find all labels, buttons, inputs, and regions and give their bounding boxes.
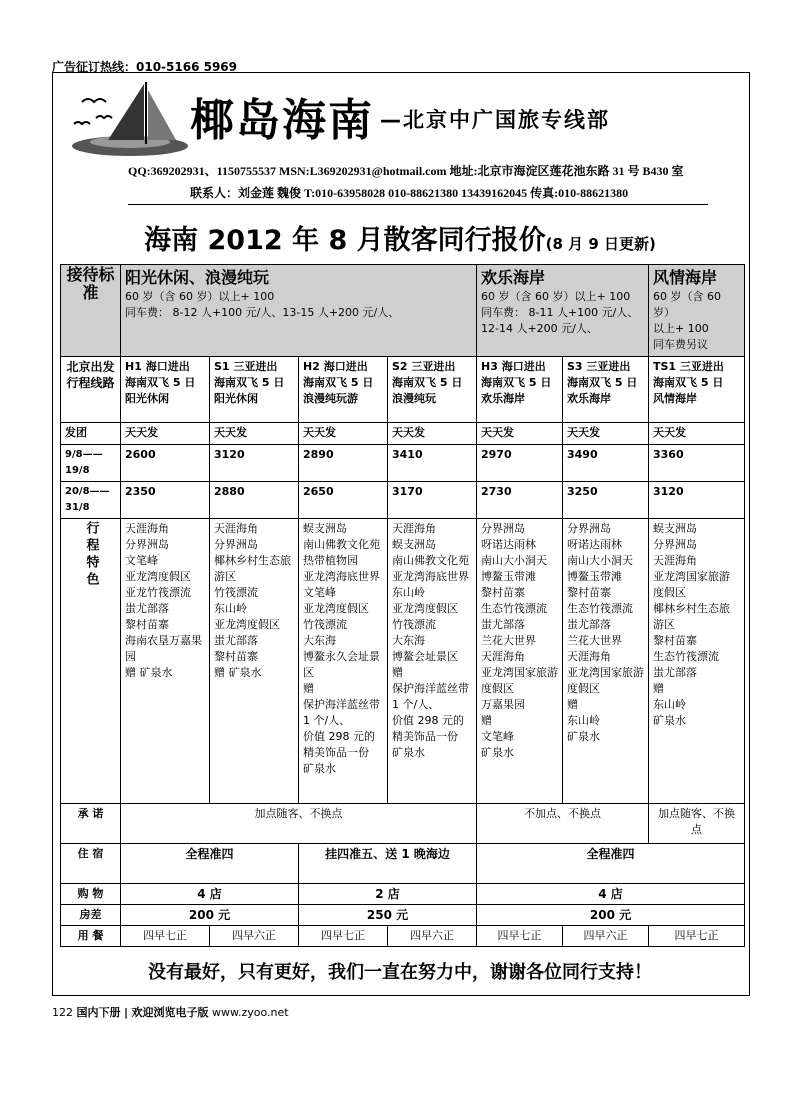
price-cell: 3490 bbox=[563, 445, 649, 482]
feature-item: 南山大小洞天 bbox=[481, 554, 547, 567]
row-label: 房差 bbox=[61, 905, 121, 926]
feature-item: 蚩尤部落 bbox=[653, 666, 697, 679]
group-sunshine: 阳光休闲、浪漫纯玩 60 岁（含 60 岁）以上+ 100 同车费： 8-12 人+100 元/人、13-15 人+200 元/人、 bbox=[121, 265, 477, 357]
page-number: 122 bbox=[52, 1006, 73, 1019]
section-name: 国内下册 bbox=[76, 1006, 121, 1019]
row-label: 住 宿 bbox=[61, 844, 121, 884]
contact-persons: 联系人：刘金莲 魏俊 T:010-63958028 010-88621380 13439162045 传真:010-88621380 bbox=[190, 186, 629, 200]
feature-item: 黎村苗寨 bbox=[214, 650, 258, 663]
stay-cell: 全程准四 bbox=[121, 844, 299, 884]
price-cell: 2650 bbox=[299, 482, 388, 519]
feature-item: 呀诺达雨林 bbox=[481, 538, 536, 551]
meal-cell: 四早六正 bbox=[210, 926, 299, 947]
title-update: (8 月 9 日更新) bbox=[545, 235, 656, 253]
feature-item: 矿泉水 bbox=[481, 746, 514, 759]
sailboat-logo-icon bbox=[60, 80, 190, 158]
price-cell: 3410 bbox=[388, 445, 477, 482]
stay-cell: 全程准四 bbox=[477, 844, 745, 884]
feature-item: 矿泉水 bbox=[653, 714, 686, 727]
feature-item: 兰花大世界 bbox=[567, 634, 622, 647]
promise-cell: 不加点、不换点 bbox=[477, 804, 649, 844]
promise-row bbox=[61, 804, 745, 844]
feature-item: 南山佛教文化苑 bbox=[303, 538, 380, 551]
price-cell: 2350 bbox=[121, 482, 210, 519]
feature-item: 亚龙湾度假区 bbox=[125, 570, 191, 583]
feature-item: 万嘉果园 bbox=[481, 698, 525, 711]
route-s2: S2 三亚进出 海南双飞 5 日 浪漫纯玩 bbox=[388, 357, 477, 423]
feature-item: 天涯海角 bbox=[125, 522, 169, 535]
feature-item: 生态竹筏漂流 bbox=[653, 650, 719, 663]
feature-item: 赠 矿泉水 bbox=[125, 666, 173, 679]
feature-item: 保护海洋蓝丝带 1 个/人、 bbox=[392, 682, 469, 711]
feature-item: 蚩尤部落 bbox=[125, 602, 169, 615]
feature-item: 黎村苗寨 bbox=[125, 618, 169, 631]
route-h3: H3 海口进出 海南双飞 5 日 欢乐海岸 bbox=[477, 357, 563, 423]
depart-cell: 天天发 bbox=[210, 423, 299, 445]
row-label: 购 物 bbox=[61, 884, 121, 905]
feature-item: 博鳌会址景区 bbox=[392, 650, 458, 663]
feature-item: 亚龙湾海底世界 bbox=[392, 570, 469, 583]
feature-item: 文笔峰 bbox=[481, 730, 514, 743]
route-s3: S3 三亚进出 海南双飞 5 日 欢乐海岸 bbox=[563, 357, 649, 423]
slogan: 没有最好，只有更好，我们一直在努力中，谢谢各位同行支持！ bbox=[148, 962, 652, 983]
feature-item: 矿泉水 bbox=[392, 746, 425, 759]
feature-item: 博鳌永久会址景区 bbox=[303, 650, 380, 679]
page-title bbox=[0, 218, 800, 257]
feature-item: 南山佛教文化苑 bbox=[392, 554, 469, 567]
depart-cell: 天天发 bbox=[121, 423, 210, 445]
feature-item: 大东海 bbox=[303, 634, 336, 647]
feature-item: 亚龙湾度假区 bbox=[214, 618, 280, 631]
department-name: —北京中广国旅专线部 bbox=[380, 108, 610, 132]
feature-item: 分界洲岛 bbox=[567, 522, 611, 535]
feature-item: 东山岭 bbox=[653, 698, 686, 711]
row-label: 接待标准 bbox=[61, 265, 121, 357]
stay-row bbox=[61, 844, 745, 884]
row-label: 北京出发行程线路 bbox=[61, 357, 121, 423]
price-cell: 2730 bbox=[477, 482, 563, 519]
feature-item: 热带植物园 bbox=[303, 554, 358, 567]
feature-item: 竹筏漂流 bbox=[303, 618, 347, 631]
group-happy-coast: 欢乐海岸 60 岁（含 60 岁）以上+ 100 同车费： 8-11 人+100 元/人、 12-14 人+200 元/人、 bbox=[477, 265, 649, 357]
row-label: 发团 bbox=[61, 423, 121, 445]
footer-divider: | bbox=[124, 1006, 129, 1019]
feature-item: 赠 bbox=[303, 682, 314, 695]
date-range-2: 20/8——31/8 bbox=[61, 482, 121, 519]
feature-item: 蜈支洲岛 bbox=[392, 538, 436, 551]
depart-cell: 天天发 bbox=[299, 423, 388, 445]
row-label: 承 诺 bbox=[61, 804, 121, 844]
group-style-coast: 风情海岸 60 岁（含 60 岁） 以上+ 100 同车费另议 bbox=[649, 265, 745, 357]
meal-cell: 四早七正 bbox=[477, 926, 563, 947]
route-row bbox=[61, 357, 745, 423]
meal-cell: 四早七正 bbox=[649, 926, 745, 947]
title-main: 海南 2012 年 8 月散客同行报价 bbox=[144, 225, 546, 256]
feature-item: 博鳌玉带滩 bbox=[567, 570, 622, 583]
meal-cell: 四早七正 bbox=[121, 926, 210, 947]
feature-item: 海南农垦万嘉果园 bbox=[125, 634, 202, 663]
feature-item: 亚龙湾海底世界 bbox=[303, 570, 380, 583]
meals-row bbox=[61, 926, 745, 947]
header-divider bbox=[128, 204, 708, 205]
room-cell: 250 元 bbox=[299, 905, 477, 926]
feature-item: 赠 矿泉水 bbox=[214, 666, 262, 679]
feature-item: 天涯海角 bbox=[392, 522, 436, 535]
feature-item: 亚龙竹筏漂流 bbox=[125, 586, 191, 599]
feature-item: 兰花大世界 bbox=[481, 634, 536, 647]
feature-item: 天涯海角 bbox=[481, 650, 525, 663]
depart-cell: 天天发 bbox=[477, 423, 563, 445]
feature-item: 矿泉水 bbox=[303, 762, 336, 775]
room-cell: 200 元 bbox=[121, 905, 299, 926]
promise-cell: 加点随客、不换点 bbox=[121, 804, 477, 844]
price-row-2 bbox=[61, 482, 745, 519]
feature-item: 分界洲岛 bbox=[214, 538, 258, 551]
meal-cell: 四早六正 bbox=[388, 926, 477, 947]
price-table bbox=[60, 264, 745, 947]
feature-item: 南山大小洞天 bbox=[567, 554, 633, 567]
feature-item: 赠 bbox=[653, 682, 664, 695]
feature-item: 亚龙湾国家旅游度假区 bbox=[567, 666, 644, 695]
room-cell: 200 元 bbox=[477, 905, 745, 926]
feature-item: 文笔峰 bbox=[303, 586, 336, 599]
feature-item: 黎村苗寨 bbox=[481, 586, 525, 599]
features-cell bbox=[563, 519, 649, 804]
feature-item: 蜈支洲岛 bbox=[653, 522, 697, 535]
feature-item: 天涯海角 bbox=[567, 650, 611, 663]
route-s1: S1 三亚进出 海南双飞 5 日 阳光休闲 bbox=[210, 357, 299, 423]
date-range-1: 9/8——19/8 bbox=[61, 445, 121, 482]
stay-cell: 挂四准五、送 1 晚海边 bbox=[299, 844, 477, 884]
shopping-cell: 4 店 bbox=[477, 884, 745, 905]
meal-cell: 四早六正 bbox=[563, 926, 649, 947]
price-cell: 3360 bbox=[649, 445, 745, 482]
features-cell bbox=[388, 519, 477, 804]
price-cell: 2890 bbox=[299, 445, 388, 482]
feature-item: 赠 bbox=[481, 714, 492, 727]
shopping-row bbox=[61, 884, 745, 905]
shopping-cell: 2 店 bbox=[299, 884, 477, 905]
feature-item: 亚龙湾国家旅游度假区 bbox=[481, 666, 558, 695]
feature-item: 椰林乡村生态旅游区 bbox=[653, 602, 730, 631]
brand-name: 椰岛海南 bbox=[190, 95, 374, 146]
feature-item: 赠 bbox=[392, 666, 403, 679]
price-cell: 2880 bbox=[210, 482, 299, 519]
features-cell bbox=[299, 519, 388, 804]
feature-item: 生态竹筏漂流 bbox=[481, 602, 547, 615]
feature-item: 矿泉水 bbox=[567, 730, 600, 743]
feature-item: 分界洲岛 bbox=[481, 522, 525, 535]
features-cell bbox=[649, 519, 745, 804]
price-cell: 3120 bbox=[649, 482, 745, 519]
price-row-1 bbox=[61, 445, 745, 482]
price-cell: 3120 bbox=[210, 445, 299, 482]
room-diff-row bbox=[61, 905, 745, 926]
row-label: 行程特色 bbox=[61, 519, 121, 804]
feature-item: 赠 bbox=[567, 698, 578, 711]
feature-item: 东山岭 bbox=[567, 714, 600, 727]
depart-row bbox=[61, 423, 745, 445]
price-cell: 2600 bbox=[121, 445, 210, 482]
route-ts1: TS1 三亚进出 海南双飞 5 日 风情海岸 bbox=[649, 357, 745, 423]
feature-item: 价值 298 元的精美饰品一份 bbox=[392, 714, 464, 743]
feature-item: 分界洲岛 bbox=[653, 538, 697, 551]
page-footer bbox=[52, 1004, 289, 1020]
feature-item: 蚩尤部落 bbox=[567, 618, 611, 631]
depart-cell: 天天发 bbox=[649, 423, 745, 445]
feature-item: 大东海 bbox=[392, 634, 425, 647]
website-link[interactable]: www.zyoo.net bbox=[212, 1006, 289, 1019]
feature-item: 亚龙湾度假区 bbox=[303, 602, 369, 615]
feature-item: 文笔峰 bbox=[125, 554, 158, 567]
depart-cell: 天天发 bbox=[563, 423, 649, 445]
row-label: 用 餐 bbox=[61, 926, 121, 947]
price-cell: 2970 bbox=[477, 445, 563, 482]
features-cell bbox=[210, 519, 299, 804]
route-h1: H1 海口进出 海南双飞 5 日 阳光休闲 bbox=[121, 357, 210, 423]
footer-note: 欢迎浏览电子版 bbox=[131, 1006, 209, 1019]
feature-item: 东山岭 bbox=[214, 602, 247, 615]
features-cell bbox=[477, 519, 563, 804]
feature-item: 东山岭 bbox=[392, 586, 425, 599]
feature-item: 分界洲岛 bbox=[125, 538, 169, 551]
meal-cell: 四早七正 bbox=[299, 926, 388, 947]
shopping-cell: 4 店 bbox=[121, 884, 299, 905]
feature-item: 竹筏漂流 bbox=[392, 618, 436, 631]
feature-item: 博鳌玉带滩 bbox=[481, 570, 536, 583]
ad-hotline: 广告征订热线：010-5166 5969 bbox=[52, 60, 238, 74]
price-cell: 3250 bbox=[563, 482, 649, 519]
feature-item: 呀诺达雨林 bbox=[567, 538, 622, 551]
contact-info: QQ:369202931、1150755537 MSN:L369202931@hotmail.com 地址:北京市海淀区莲花池东路 31 号 B430 室 bbox=[128, 164, 684, 178]
feature-item: 黎村苗寨 bbox=[567, 586, 611, 599]
features-row bbox=[61, 519, 745, 804]
features-cell bbox=[121, 519, 210, 804]
standard-row bbox=[61, 265, 745, 357]
feature-item: 生态竹筏漂流 bbox=[567, 602, 633, 615]
feature-item: 竹筏漂流 bbox=[214, 586, 258, 599]
route-h2: H2 海口进出 海南双飞 5 日 浪漫纯玩游 bbox=[299, 357, 388, 423]
feature-item: 椰林乡村生态旅游区 bbox=[214, 554, 291, 583]
feature-item: 蚩尤部落 bbox=[481, 618, 525, 631]
feature-item: 天涯海角 bbox=[653, 554, 697, 567]
feature-item: 天涯海角 bbox=[214, 522, 258, 535]
feature-item: 亚龙湾国家旅游度假区 bbox=[653, 570, 730, 599]
price-cell: 3170 bbox=[388, 482, 477, 519]
depart-cell: 天天发 bbox=[388, 423, 477, 445]
feature-item: 蚩尤部落 bbox=[214, 634, 258, 647]
feature-item: 保护海洋蓝丝带 1 个/人、 bbox=[303, 698, 380, 727]
feature-item: 黎村苗寨 bbox=[653, 634, 697, 647]
promise-cell: 加点随客、不换点 bbox=[649, 804, 745, 844]
feature-item: 价值 298 元的精美饰品一份 bbox=[303, 730, 375, 759]
feature-item: 亚龙湾度假区 bbox=[392, 602, 458, 615]
feature-item: 蜈支洲岛 bbox=[303, 522, 347, 535]
